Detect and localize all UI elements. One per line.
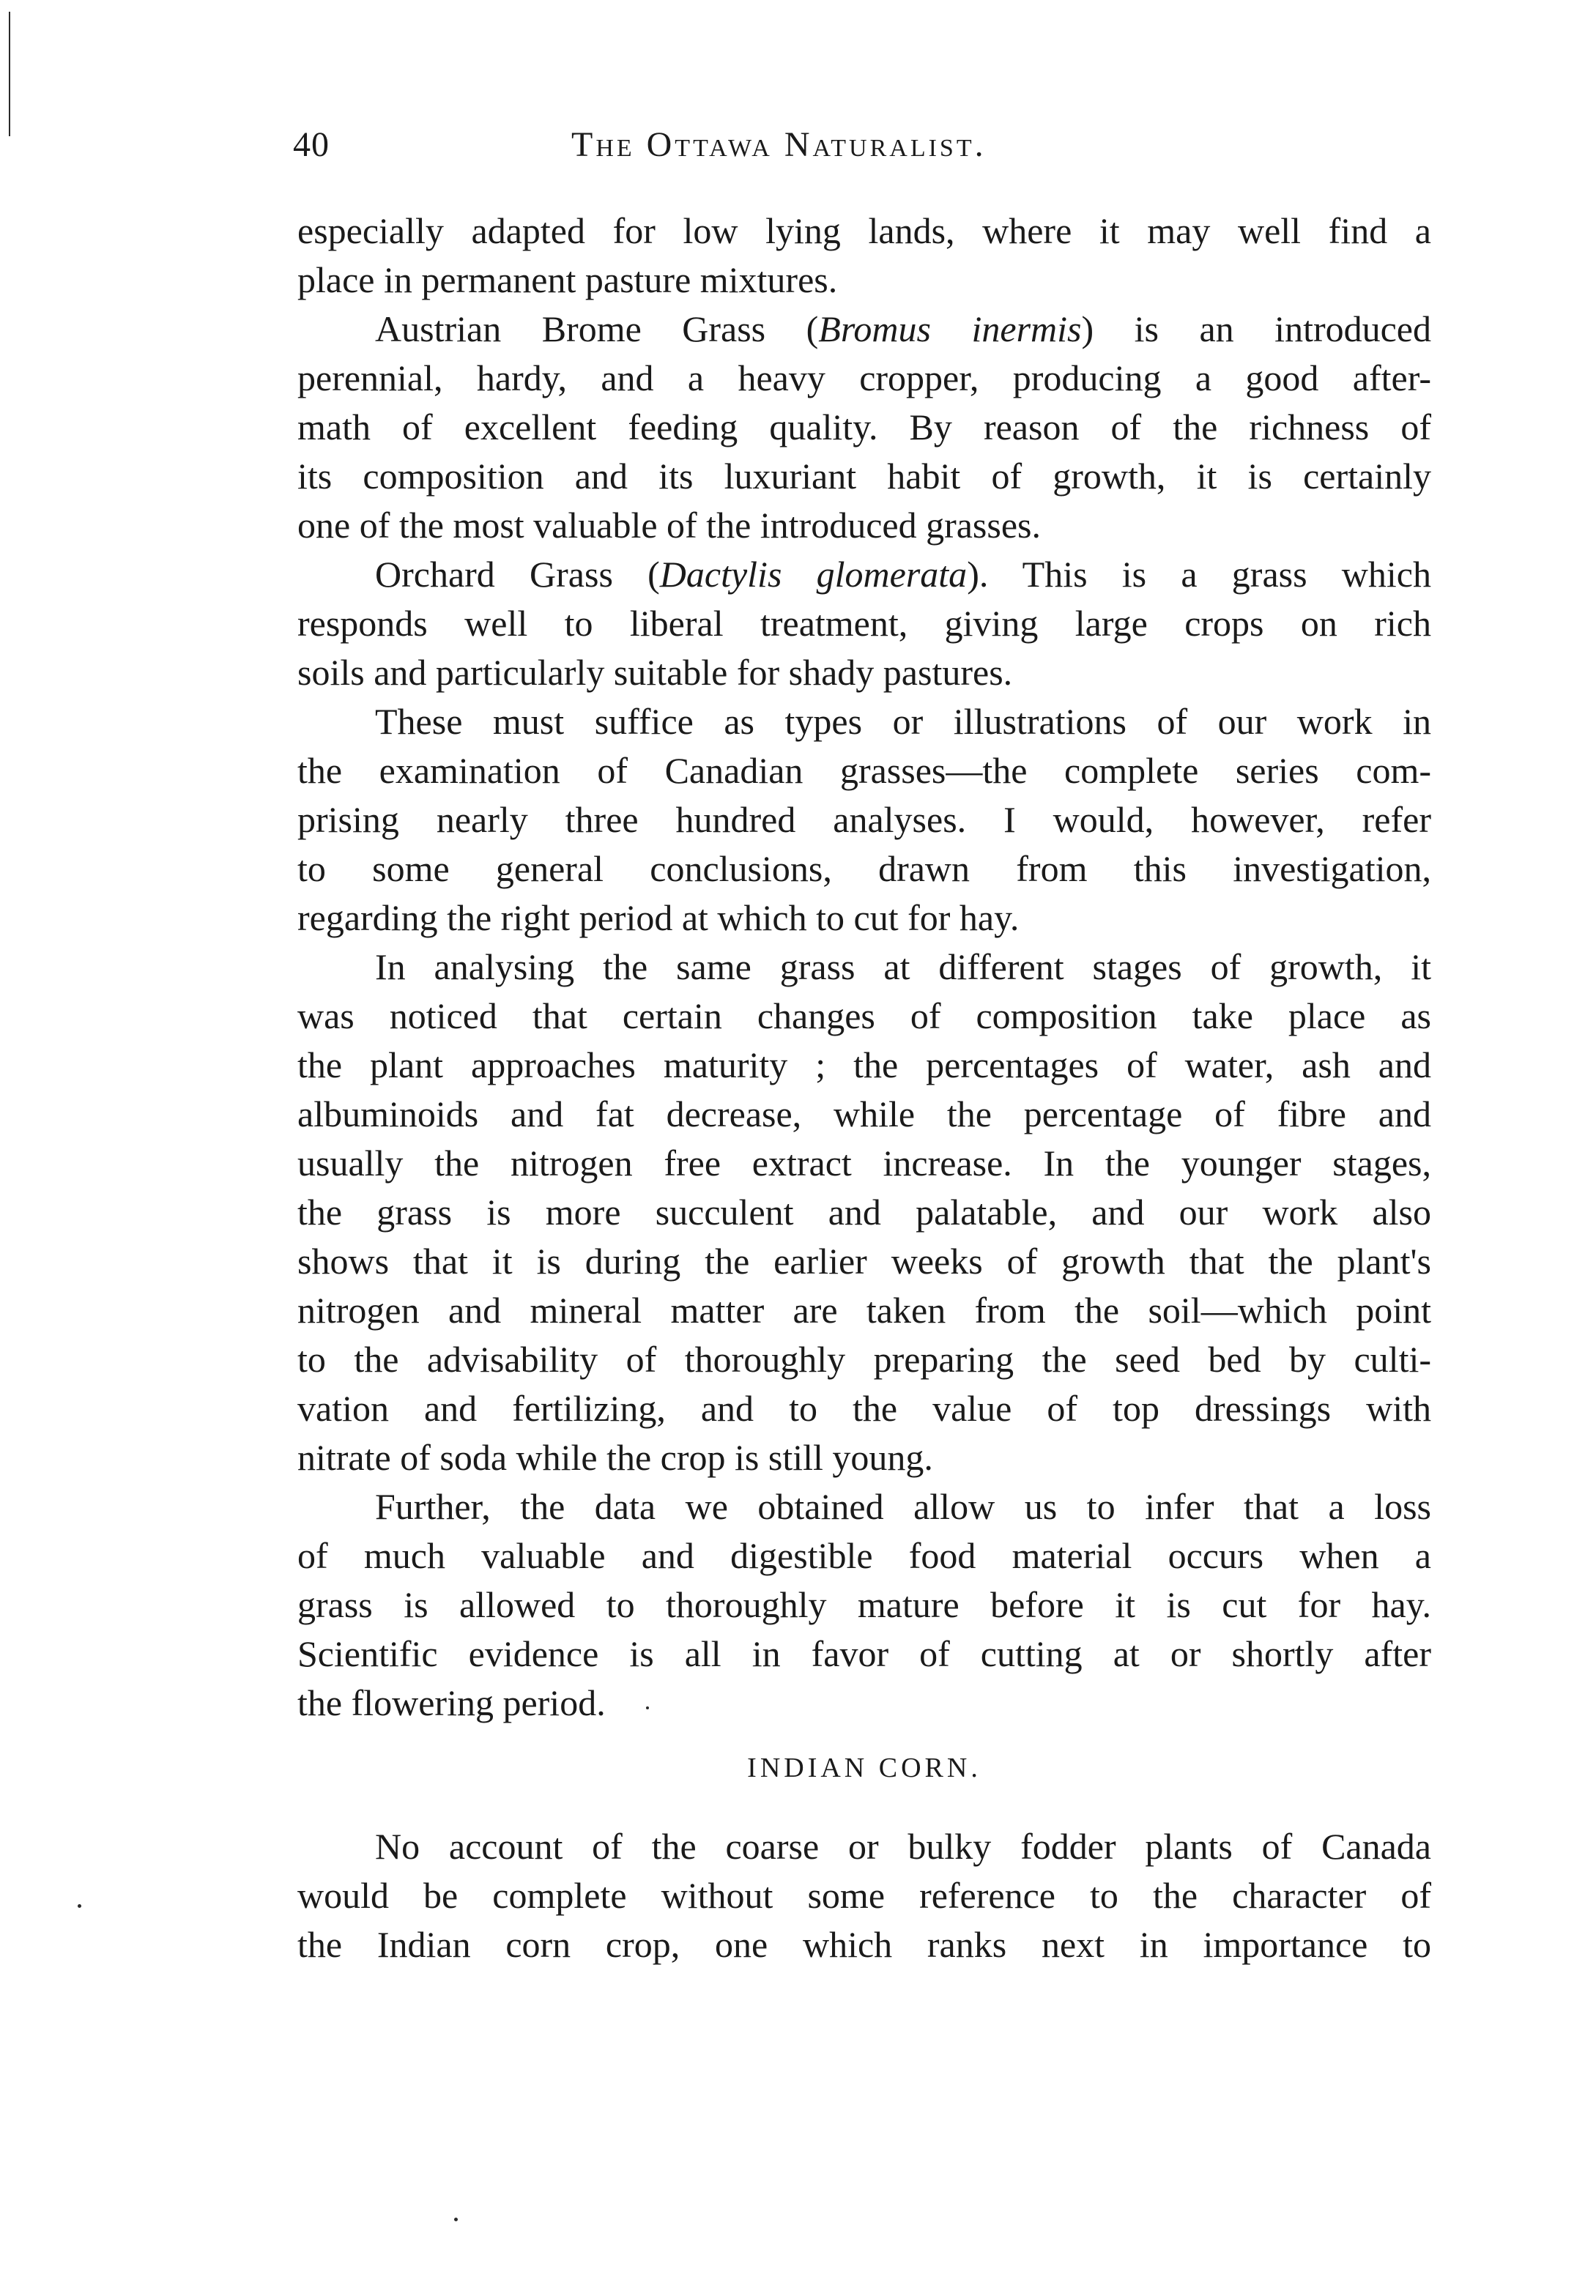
text-line: These must suffice as types or illustrations of our work in bbox=[375, 701, 1431, 742]
text-line: one of the most valuable of the introduced grasses. bbox=[297, 505, 1041, 546]
text-line: vation and fertilizing, and to the value of top dressings with bbox=[297, 1388, 1431, 1429]
section-heading: INDIAN CORN. bbox=[747, 1753, 981, 1783]
paragraph-orchard-grass bbox=[297, 550, 1431, 599]
text-line: place in permanent pasture mixtures. bbox=[297, 259, 838, 300]
text-line: nitrate of soda while the crop is still young. bbox=[297, 1437, 933, 1478]
text-line: math of excellent feeding quality. By reason of the richness of bbox=[297, 406, 1431, 447]
text-line: regarding the right period at which to cut for hay. bbox=[297, 897, 1020, 938]
text-line: shows that it is during the earlier weeks of growth that the plant's bbox=[297, 1241, 1431, 1282]
text-line: responds well to liberal treatment, giving large crops on rich bbox=[297, 603, 1431, 644]
text-line: the grass is more succulent and palatable, and our work also bbox=[297, 1192, 1431, 1233]
text-line: nitrogen and mineral matter are taken from the soil—which point bbox=[297, 1290, 1431, 1331]
text-line: usually the nitrogen free extract increase. In the younger stages, bbox=[297, 1143, 1431, 1184]
text-line: to some general conclusions, drawn from this investigation, bbox=[297, 848, 1431, 889]
page-header bbox=[293, 117, 1436, 176]
text-line: Further, the data we obtained allow us to infer that a loss bbox=[375, 1486, 1431, 1527]
text-line: grass is allowed to thoroughly mature before it is cut for hay. bbox=[297, 1584, 1431, 1625]
text-line: was noticed that certain changes of composition take place as bbox=[297, 995, 1431, 1036]
running-head: The Ottawa Naturalist. bbox=[571, 125, 987, 164]
text-line: the Indian corn crop, one which ranks next in importance to bbox=[297, 1924, 1431, 1965]
text-run: ) is an introduced bbox=[1081, 308, 1431, 349]
text-run: ). This is a grass which bbox=[967, 554, 1431, 595]
species-name: Dactylis glomerata bbox=[659, 554, 968, 595]
text-line: soils and particularly suitable for shady pastures. bbox=[297, 652, 1013, 693]
text-line: No account of the coarse or bulky fodder plants of Canada bbox=[375, 1826, 1431, 1867]
text-line: In analysing the same grass at different stages of growth, it bbox=[375, 946, 1431, 987]
species-name: Bromus inermis bbox=[818, 308, 1082, 349]
text-run: Austrian Brome Grass ( bbox=[375, 308, 819, 349]
text-line: albuminoids and fat decrease, while the percentage of fibre and bbox=[297, 1093, 1431, 1134]
margin-mark-bottom bbox=[454, 2218, 458, 2221]
text-line: the plant approaches maturity ; the percentages of water, ash and bbox=[297, 1044, 1431, 1085]
text-line: would be complete without some reference to the character of bbox=[297, 1875, 1431, 1916]
text-line: to the advisability of thoroughly preparing the seed bed by culti- bbox=[297, 1339, 1431, 1380]
text-line: perennial, hardy, and a heavy cropper, producing a good after- bbox=[297, 357, 1431, 398]
margin-mark-top bbox=[9, 12, 10, 136]
text-run: Orchard Grass ( bbox=[375, 554, 660, 595]
text-line: the flowering period. bbox=[297, 1682, 606, 1723]
text-line: of much valuable and digestible food material occurs when a bbox=[297, 1535, 1431, 1576]
page-number: 40 bbox=[293, 125, 330, 164]
paragraph-austrian-brome bbox=[297, 305, 1431, 354]
text-line: the examination of Canadian grasses—the complete series com- bbox=[297, 750, 1431, 791]
text-line: especially adapted for low lying lands, where it may well find a bbox=[297, 210, 1431, 251]
margin-mark-left bbox=[78, 1904, 81, 1908]
body-text bbox=[297, 207, 1431, 1969]
text-line: its composition and its luxuriant habit of growth, it is certainly bbox=[297, 456, 1431, 497]
text-line: prising nearly three hundred analyses. I would, however, refer bbox=[297, 799, 1431, 840]
text-line: Scientific evidence is all in favor of cutting at or shortly after bbox=[297, 1633, 1431, 1674]
